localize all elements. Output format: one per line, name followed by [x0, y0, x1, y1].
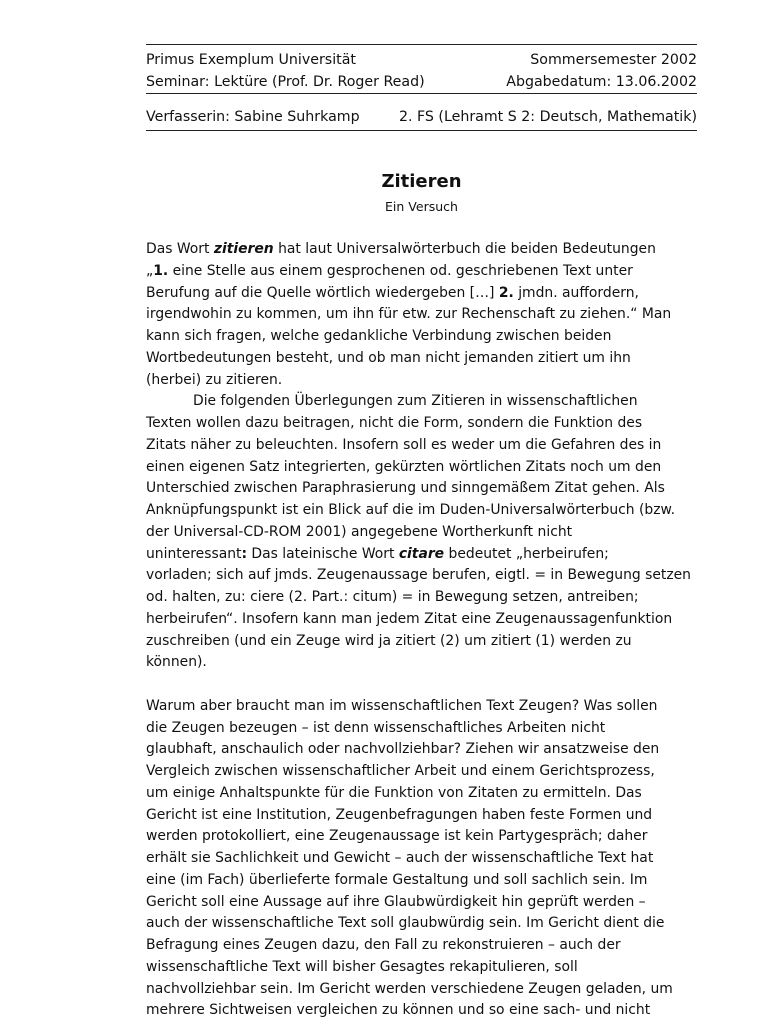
text-line: Anknüpfungspunkt ist ein Blick auf die im Duden-Universalwörterbuch (bzw. — [146, 502, 676, 518]
text-line: Warum aber braucht man im wissenschaftlichen Text Zeugen? Was sollen — [146, 697, 658, 714]
text-run: „ — [146, 262, 154, 279]
text-run: Das Wort — [146, 241, 214, 257]
text-run: eine Stelle aus einem gesprochenen od. geschriebenen Text unter — [168, 262, 633, 279]
header-row-seminar — [146, 71, 697, 93]
text-run: Berufung auf die Quelle wörtlich wiedergeben […] — [146, 284, 499, 301]
header-row-institution — [146, 49, 697, 71]
deadline: Abgabedatum: 13.06.2002 — [506, 74, 697, 90]
text-line: zuschreiben (und ein Zeuge wird ja zitiert (2) um zitiert (1) werden zu — [146, 632, 632, 649]
text-line — [146, 239, 697, 261]
document-body — [146, 239, 697, 1022]
header-mid-rule — [146, 93, 697, 94]
semester: Sommersemester 2002 — [530, 52, 697, 68]
text-line: um einige Anhaltspunkte für die Funktion von Zitaten zu ermitteln. Das — [146, 784, 642, 801]
text-line: Gericht soll eine Aussage auf ihre Glaubwürdigkeit hin geprüft werden – — [146, 893, 646, 910]
text-run: jmdn. auffordern, — [513, 284, 639, 301]
seminar-info — [146, 71, 425, 93]
text-run: Das lateinische Wort — [247, 545, 399, 562]
text-line: Unterschied zwischen Paraphrasierung und sinngemäßem Zitat gehen. Als — [146, 480, 665, 497]
text-run: bedeutet „herbeirufen; — [444, 545, 609, 562]
text-line: werden protokolliert, eine Zeugenaussage ist kein Partygespräch; daher — [146, 828, 648, 845]
text-line: Texten wollen dazu beitragen, nicht die Form, sondern die Funktion des — [146, 415, 643, 431]
text-line: kann sich fragen, welche gedankliche Verbindung zwischen beiden — [146, 328, 612, 344]
seminar-text: : Lektüre (Prof. Dr. Roger Read) — [204, 74, 425, 90]
study-program: 2. FS (Lehramt S 2: Deutsch, Mathematik) — [398, 109, 697, 125]
text-line: irgendwohin zu kommen, um ihn für etw. zur Rechenschaft zu ziehen.“ Man — [146, 306, 672, 323]
emphasis-term: citare — [398, 545, 445, 562]
document-title: Zitieren — [381, 171, 462, 192]
text-line — [146, 283, 697, 305]
emphasis-term: zitieren — [213, 241, 274, 257]
text-line: können). — [146, 654, 207, 671]
text-run: hat laut Universalwörterbuch die beiden Bedeutungen — [273, 241, 656, 257]
text-line: einen eigenen Satz integrierten, gekürzten wörtlichen Zitats noch um den — [146, 458, 662, 475]
text-line: Wortbedeutungen besteht, und ob man nicht jemanden zitiert um ihn — [146, 349, 631, 366]
document-header — [146, 45, 697, 93]
document-subtitle: Ein Versuch — [385, 199, 458, 214]
text-line: glaubhaft, anschaulich oder nachvollziehbar? Ziehen wir ansatzweise den — [146, 741, 660, 758]
text-line: der Universal-CD-ROM 2001) angegebene Wortherkunft nicht — [146, 523, 573, 540]
text-line: herbeirufen“. Insofern kann man jedem Zitat eine Zeugenaussagenfunktion — [146, 610, 673, 627]
paragraph-1 — [146, 239, 697, 391]
paragraph-gap — [146, 674, 697, 696]
header-bottom-rule — [146, 130, 697, 131]
document-page — [146, 44, 697, 1022]
text-line: eine (im Fach) überlieferte formale Gestaltung und soll sachlich sein. Im — [146, 871, 648, 888]
text-line: Befragung eines Zeugen dazu, den Fall zu rekonstruieren – auch der — [146, 937, 621, 953]
paragraph-2 — [146, 391, 697, 674]
text-line — [146, 261, 697, 283]
text-line: die Zeugen bezeugen – ist denn wissenschaftliches Arbeiten nicht — [146, 719, 606, 736]
text-line: erhält sie Sachlichkeit und Gewicht – auch der wissenschaftliche Text hat — [146, 850, 654, 866]
definition-number: 2. — [498, 284, 514, 301]
seminar-label: Seminar — [146, 74, 205, 90]
text-line: auch der wissenschaftliche Text soll glaubwürdig sein. Im Gericht dient die — [146, 915, 665, 932]
author: Verfasserin: Sabine Suhrkamp — [146, 109, 360, 125]
text-line: wissenschaftliche Text will bisher Gesagtes rekapitulieren, soll — [146, 958, 578, 975]
definition-number: 1. — [153, 262, 169, 279]
header-row-author — [146, 106, 697, 128]
text-line: od. halten, zu: ciere (2. Part.: citum) = in Bewegung setzen, antreiben; — [146, 589, 639, 605]
text-run: uninteressant — [146, 545, 242, 562]
text-run: : — [241, 545, 248, 562]
text-line: Vergleich zwischen wissenschaftlicher Arbeit und einem Gerichtsprozess, — [146, 763, 655, 779]
text-line: vorladen; sich auf jmds. Zeugenaussage berufen, eigtl. = in Bewegung setzen — [146, 567, 691, 584]
text-line: Zitats näher zu beleuchten. Insofern soll es weder um die Gefahren des in — [146, 436, 662, 453]
text-line: mehrere Sichtweisen vergleichen zu können und so eine sach- und nicht — [146, 1002, 651, 1019]
text-line: Die folgenden Überlegungen zum Zitieren in wissenschaftlichen — [193, 393, 638, 410]
text-line: (herbei) zu zitieren. — [146, 371, 283, 388]
text-line: Gericht ist eine Institution, Zeugenbefragungen haben feste Formen und — [146, 806, 653, 823]
paragraph-3 — [146, 696, 697, 1022]
text-line: nachvollziehbar sein. Im Gericht werden verschiedene Zeugen geladen, um — [146, 980, 673, 997]
text-line — [146, 544, 697, 566]
university-name: Primus Exemplum Universität — [146, 52, 356, 68]
